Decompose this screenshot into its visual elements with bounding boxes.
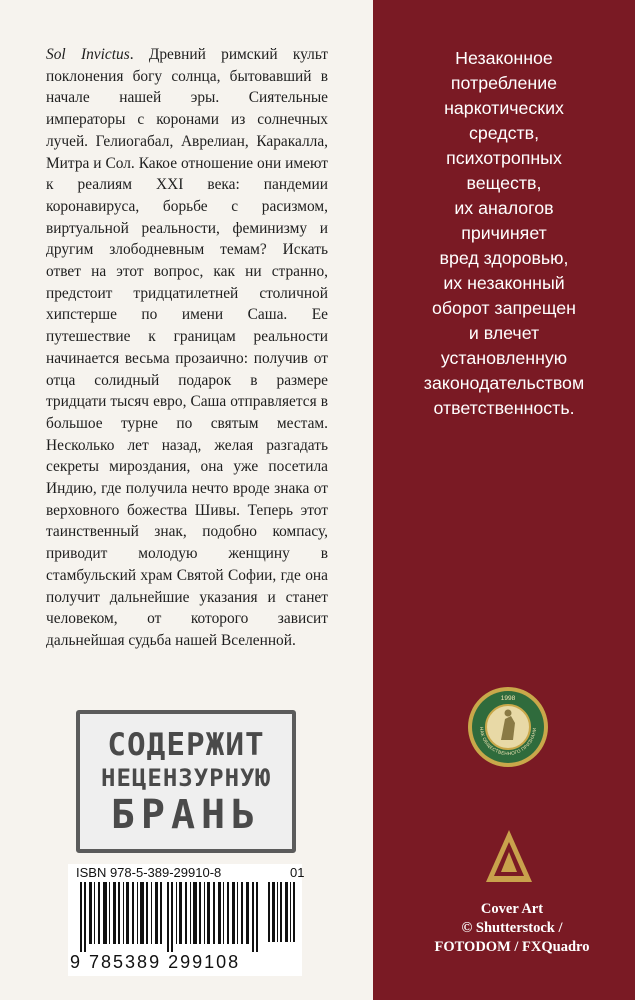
barcode-addon-bars bbox=[268, 882, 298, 942]
profanity-warning-stamp bbox=[76, 710, 296, 853]
warning-line: и влечет bbox=[468, 323, 540, 343]
barcode-digits: 9 785389 299108 bbox=[70, 952, 241, 972]
publisher-logo-icon bbox=[484, 828, 534, 884]
stamp-line-1: СОДЕРЖИТ bbox=[107, 726, 265, 763]
warning-line: наркотических bbox=[444, 98, 564, 118]
barcode-bars bbox=[80, 882, 260, 952]
isbn-barcode bbox=[68, 864, 305, 976]
warning-line: психотропных bbox=[446, 148, 562, 168]
blurb-title: Sol Invictus bbox=[46, 46, 130, 63]
warning-line: законодательством bbox=[423, 373, 585, 393]
credits-line-2: © Shutterstock / bbox=[461, 920, 563, 936]
award-ring-text: НАК ОБЩЕСТВЕННОГО ПРИЗНАНИ bbox=[478, 726, 538, 757]
isbn-addon-number: 01 bbox=[290, 865, 305, 880]
warning-line: оборот запрещен bbox=[431, 298, 577, 318]
warning-line: установленную bbox=[440, 348, 568, 368]
stamp-line-3: БРАНЬ bbox=[110, 791, 262, 838]
award-year: 1998 bbox=[500, 695, 516, 702]
stamp-line-2: НЕЦЕНЗУРНУЮ bbox=[101, 763, 271, 792]
warning-line: вред здоровью, bbox=[439, 248, 569, 268]
warning-line: их незаконный bbox=[443, 273, 565, 293]
warning-line: средств, bbox=[468, 123, 540, 143]
warning-line: ответственность. bbox=[433, 398, 575, 418]
health-warning-text bbox=[390, 46, 618, 421]
warning-line: причиняет bbox=[461, 223, 547, 243]
book-blurb bbox=[46, 44, 328, 652]
public-recognition-award-seal bbox=[467, 686, 549, 768]
credits-line-1: Cover Art bbox=[480, 901, 544, 917]
credits-line-3: FOTODOM / FXQuadro bbox=[434, 939, 590, 955]
isbn-text: ISBN 978-5-389-29910-8 bbox=[76, 865, 222, 880]
warning-line: веществ, bbox=[466, 173, 542, 193]
cover-art-credits bbox=[420, 900, 604, 957]
blurb-text: . Древний римский культ поклонения богу солнца, бытовавший в начале нашей эры. Сиятельные императоры с коронами из солнечных лучей. Гелиогабал, Аврелиан, Каракалла, Митра и Сол. Какое отношение они имеют к реалиям XXI века: пандемии коронавируса, борьбе с расизмом, виртуальной реальности, феминизму и другим злободневным темам? Искать ответ на этот вопрос, как ни странно, предстоит тридцатилетней столичной хипстерше по имени Саша. Ее путешествие к границам реальности начинается весьма прозаично: получив от отца солидный подарок в размере тридцати тысяч евро, Саша отправляется в большое турне по святым местам. Несколько лет назад, желая разгадать секреты мироздания, она уже посетила Индию, где получила нечто вроде знака от верховного божества Шивы. Теперь этот таинственный знак, подобно компасу, приводит молодую женщину в стамбульский храм Святой Софии, где она получит дальнейшие указания и станет человеком, от которого зависит дальнейшая судьба нашей Вселенной. bbox=[46, 46, 328, 649]
warning-line: Незаконное bbox=[455, 48, 553, 68]
warning-line: потребление bbox=[450, 73, 558, 93]
warning-line: их аналогов bbox=[454, 198, 554, 218]
